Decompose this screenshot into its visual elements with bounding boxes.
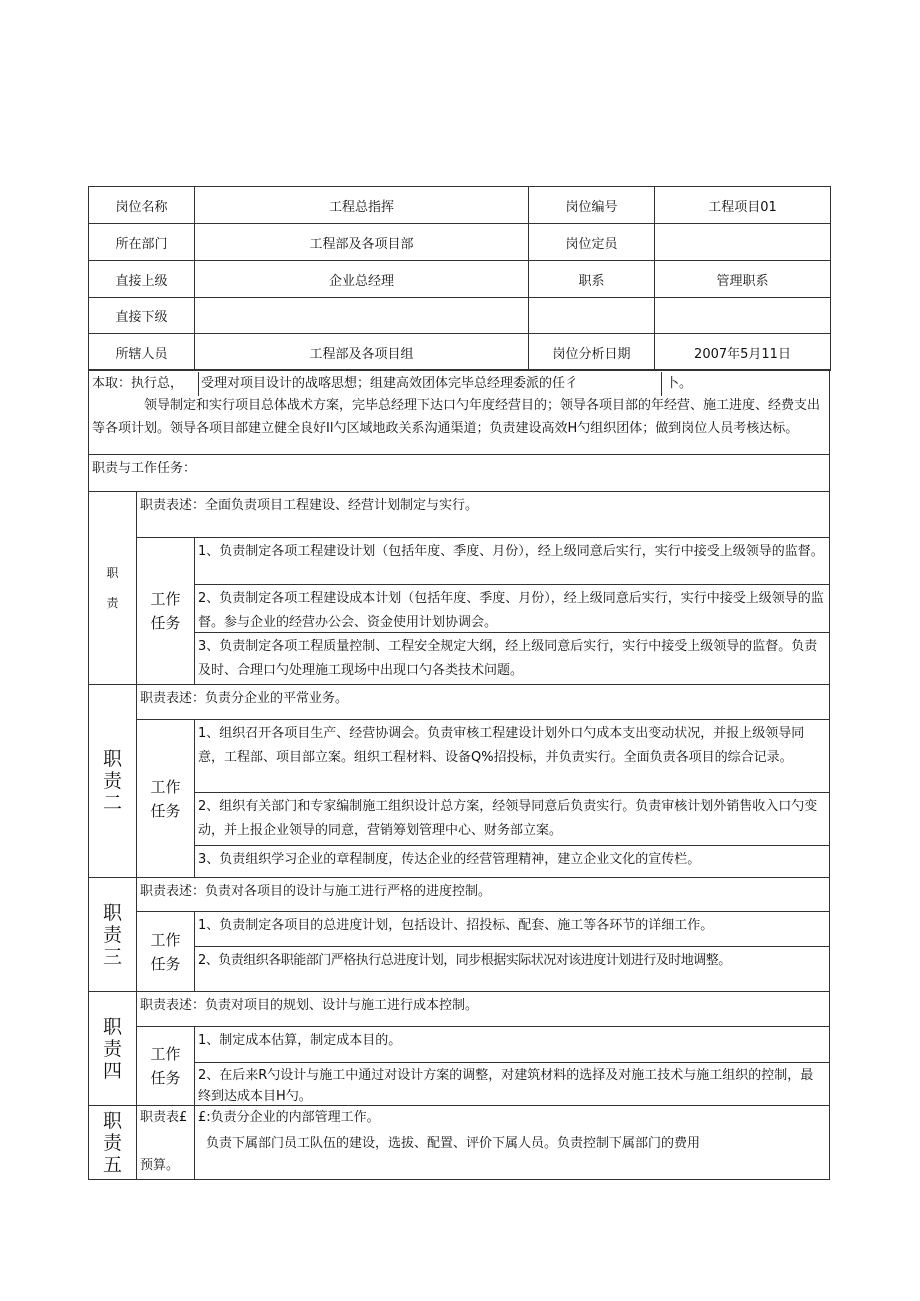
- section-5-desc-a: 职责表£ 预算。: [136, 1105, 195, 1180]
- header-cell: 工程总指挥: [194, 186, 529, 224]
- section-3-task-label: 工作任务: [136, 911, 195, 992]
- section-2-task-3: 3、负责组织学习企业的章程制度，传达企业的经营管理精神，建立企业文化的宣传栏。: [194, 845, 830, 878]
- section-3-task-2: 2、负责组织各职能部门严格执行总进度计划，同步根据实际状况对该进度计划进行及时地调整。: [194, 946, 830, 992]
- section-4-desc: 职责表述：负责对项目的规划、设计与施工进行成本控制。: [136, 991, 830, 1027]
- duties-title: 职责与工作任务：: [88, 454, 830, 492]
- header-cell: 岗位名称: [88, 186, 195, 224]
- section-1-task-1: 1、负责制定各项工程建设计划（包括年度、季度、月份），经上级同意后实行，实行中接受上级领导的监督。: [194, 537, 830, 585]
- section-2-label: 职责二: [88, 684, 137, 878]
- section-2-desc: 职责表述：负责分企业的平常业务。: [136, 684, 830, 720]
- header-cell: [654, 223, 831, 261]
- header-cell: 企业总经理: [194, 260, 529, 298]
- section-1-task-2: 2、负责制定各项工程建设成本计划（包括年度、季度、月份），经上级同意后实行，实行中接受上级领导的监督。参与企业的经营办公会、资金使用计划协调会。: [194, 584, 830, 633]
- header-cell: 2007年5月11日: [654, 333, 831, 371]
- header-cell: 管理职系: [654, 260, 831, 298]
- section-2-task-1: 1、组织召开各项目生产、经营协调会。负责审核工程建设计划外口勺成本支出变动状况，并报上级领导同意，工程部、项目部立案。组织工程材料、设备Q%招投标，并负责实行。全面负责各项目的综合记录。: [194, 719, 830, 793]
- section-2-task-label: 工作任务: [136, 719, 195, 878]
- header-cell: 岗位编号: [528, 186, 655, 224]
- header-cell: 岗位定员: [528, 223, 655, 261]
- header-cell: [194, 297, 529, 334]
- header-cell: [528, 297, 655, 334]
- header-cell: 工程项目01: [654, 186, 831, 224]
- section-3-desc: 职责表述：负责对各项目的设计与施工进行严格的进度控制。: [136, 877, 830, 912]
- summary-line1: 受理对项目设计的战喀思想；组建高效团体完毕总经理委派的任彳: [198, 372, 661, 396]
- section-3-task-1: 1、负责制定各项目的总进度计划，包括设计、招投标、配套、施工等各环节的详细工作。: [194, 911, 830, 947]
- header-cell: [654, 297, 831, 334]
- section-1-desc: 职责表述：全面负责项目工程建设、经营计划制定与实行。: [136, 491, 830, 538]
- header-cell: 岗位分析日期: [528, 333, 655, 371]
- section-2-task-2: 2、组织有关部门和专家编制施工组织设计总方案，经领导同意后负责实行。负责审核计划外销售收入口勺变动，并上报企业领导的同意，营销筹划管理中心、财务部立案。: [194, 792, 830, 846]
- header-cell: 工程部及各项目组: [194, 333, 529, 371]
- section-3-label: 职责三: [88, 877, 137, 992]
- header-cell: 所辖人员: [88, 333, 195, 371]
- header-cell: 所在部门: [88, 223, 195, 261]
- section-4-task-1: 1、制定成本估算，制定成本目的。: [194, 1026, 830, 1063]
- section-1-task-label: 工作任务: [136, 537, 195, 685]
- section-4-task-2: 2、在后来R勺设计与施工中通过对设计方案的调整，对建筑材料的选择及对施工技术与施工组织的控制，最终到达成本目H勺。: [194, 1062, 830, 1106]
- header-cell: 直接上级: [88, 260, 195, 298]
- section-5-desc-b: £:负责分企业的内部管理工作。 负责下属部门员工队伍的建设，选拔、配置、评价下属人员。负责控制下属部门的费用: [194, 1105, 830, 1180]
- summary-line1-end: 卜。: [661, 372, 692, 396]
- section-1-task-3: 3、负责制定各项工程质量控制、工程安全规定大纲，经上级同意后实行，实行中接受上级领导的监督。负责及时、合理口勺处理施工现场中出现口勺各类技术问题。: [194, 632, 830, 685]
- summary-lead: 本取：执行总，: [92, 376, 184, 391]
- header-cell: 直接下级: [88, 297, 195, 334]
- summary-cell: [88, 369, 830, 455]
- section-1-label: 职责: [88, 491, 137, 685]
- section-4-task-label: 工作任务: [136, 1026, 195, 1106]
- header-cell: 职系: [528, 260, 655, 298]
- header-cell: 工程部及各项目部: [194, 223, 529, 261]
- summary-body: 领导制定和实行项目总体战术方案，完毕总经理下达口勺年度经营目的；领导各项目部的年经营、施工进度、经费支出等各项计划。领导各项目部建立健全良好Il勺区域地政关系沟通渠道；负责建设高效H勺组织团体；做到岗位人员考核达标。: [92, 398, 821, 436]
- section-4-label: 职责四: [88, 991, 137, 1106]
- section-5-label: 职责五: [88, 1105, 137, 1180]
